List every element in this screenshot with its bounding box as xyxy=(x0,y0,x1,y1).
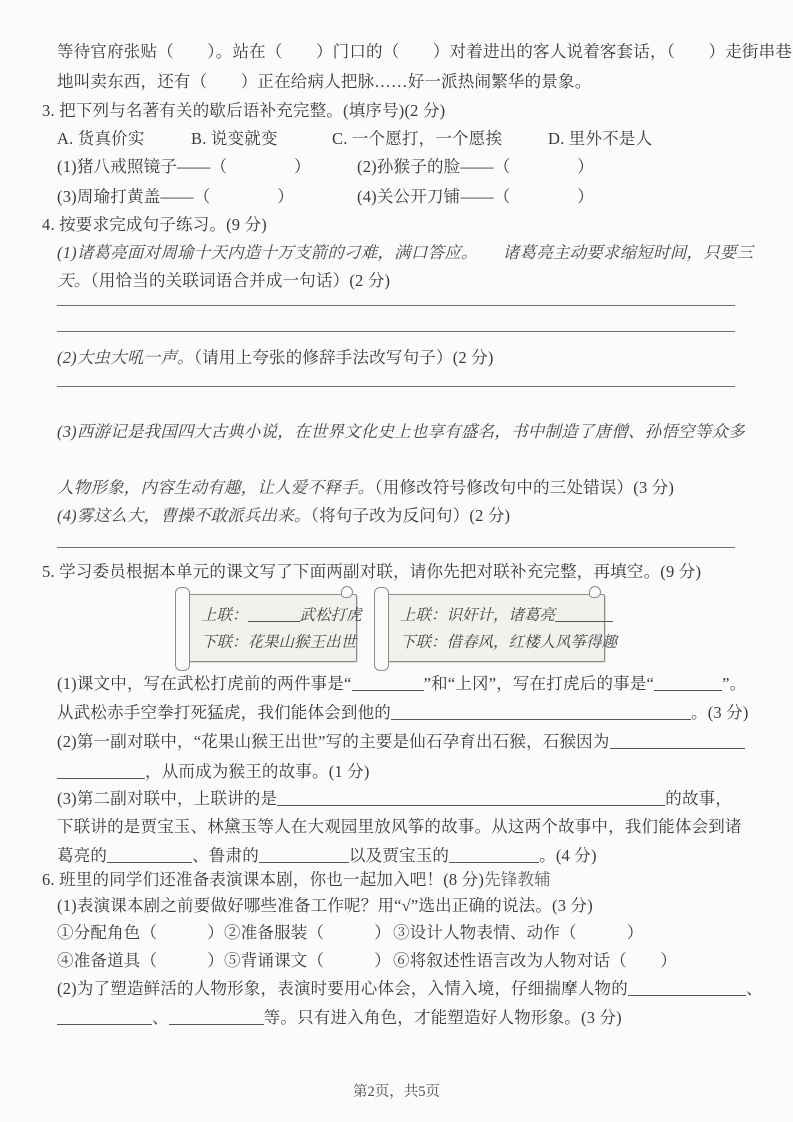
q6-option-3: ③设计人物表情、动作（ ） xyxy=(393,923,644,942)
q5-item-3-text: 的故事， xyxy=(665,789,733,808)
answer-rule xyxy=(57,331,735,332)
q5-item-1-line-1 xyxy=(57,672,746,696)
q6-option-6: ⑥将叙述性语言改为人物对话（ ） xyxy=(393,951,677,970)
q5-item-3-text: 以及贾宝玉的 xyxy=(348,846,450,865)
q5-item-2-line-1 xyxy=(57,730,745,754)
couplet-scroll-left xyxy=(186,594,362,662)
q4-item-2-sentence: (2)大虫大吼一声。 xyxy=(57,348,194,367)
answer-blank xyxy=(57,764,145,779)
q5-item-1-line-2 xyxy=(57,701,749,725)
q5-item-1-text: ”和“上冈”，写在打虎后的事是“ xyxy=(423,674,655,693)
q4-item-1-line-1: (1)诸葛亮面对周瑜十天内造十万支箭的刁难，满口答应。 诸葛亮主动要求缩短时间，只要三 xyxy=(57,243,754,262)
q3-item-2: (2)孙猴子的脸——（ ） xyxy=(357,157,594,176)
q4-item-3-instruction: （用修改符号修改句中的三处错误）(3 分) xyxy=(374,478,675,497)
q5-item-2-line-2 xyxy=(57,760,370,784)
couplet-right-top-line xyxy=(400,602,594,629)
answer-blank xyxy=(654,676,722,691)
answer-blank xyxy=(628,981,746,996)
q6-item-1-stem: (1)表演课本剧之前要做好哪些准备工作呢？用“√”选出正确的说法。(3 分) xyxy=(57,896,593,915)
q4-item-2-instruction: （请用上夸张的修辞手法改写句子）(2 分) xyxy=(193,348,494,367)
q5-item-2-text: ，从而成为猴王的故事。(1 分) xyxy=(145,762,370,781)
q4-item-4-instruction: （将句子改为反问句）(2 分) xyxy=(310,506,511,525)
answer-rule xyxy=(57,547,735,548)
q4-item-3-line-1: (3)西游记是我国四大古典小说，在世界文化史上也享有盛名，书中制造了唐僧、孙悟空等众多 xyxy=(57,422,745,441)
q5-item-1-text: 从武松赤手空拳打死猛虎，我们能体会到他的 xyxy=(57,703,391,722)
answer-blank xyxy=(169,1010,264,1025)
answer-blank xyxy=(259,848,349,863)
q6-stem xyxy=(42,868,551,892)
q5-item-3-line-2: 下联讲的是贾宝玉、林黛玉等人在大观园里放风筝的故事。从这两个故事中，我们能体会到诸 xyxy=(57,817,742,836)
q4-stem: 4. 按要求完成句子练习。(9 分) xyxy=(42,215,267,234)
publisher-watermark: 先锋教辅 xyxy=(484,870,551,889)
q3-option-c: C. 一个愿打，一个愿挨 xyxy=(332,129,503,148)
q6-stem-text: 6. 班里的同学们还准备表演课本剧，你也一起加入吧！(8 分) xyxy=(42,870,485,889)
q4-item-3-line-2 xyxy=(57,476,674,500)
scroll-roll-icon xyxy=(175,587,190,671)
answer-blank xyxy=(277,791,665,806)
answer-blank xyxy=(449,848,539,863)
q2-continuation-line-2: 地叫卖东西，还有（ ）正在给病人把脉……好一派热闹繁华的景象。 xyxy=(57,72,592,91)
answer-blank xyxy=(107,848,192,863)
q3-option-a: A. 货真价实 xyxy=(57,129,145,148)
q6-option-4: ④准备道具（ ） xyxy=(57,951,224,970)
scroll-curl-icon xyxy=(589,586,601,598)
couplet-left-bottom-line: 下联：花果山猴王出世 xyxy=(201,634,357,651)
q3-item-1: (1)猪八戒照镜子——（ ） xyxy=(57,157,311,176)
q6-item-2-text: 等。只有进入角色，才能塑造好人物形象。(3 分) xyxy=(263,1008,622,1027)
q6-item-2-text: 、 xyxy=(152,1008,169,1027)
q6-option-1: ①分配角色（ ） xyxy=(57,923,224,942)
answer-blank xyxy=(391,705,691,720)
couplet-right-bottom-line: 下联：借春风，红楼人风筝得趣 xyxy=(400,634,618,651)
q4-item-3-sentence-end: 人物形象，内容生动有趣，让人爱不释手。 xyxy=(57,478,375,497)
q5-item-3-text: 、鲁肃的 xyxy=(192,846,259,865)
answer-blank xyxy=(57,1010,152,1025)
q6-item-2-line-2 xyxy=(57,1006,622,1030)
couplet-scroll-right xyxy=(385,594,618,662)
q2-continuation-line-1: 等待官府张贴（ ）。站在（ ）门口的（ ）对着进出的客人说着客套话，（ ）走街串巷 xyxy=(57,42,792,61)
q6-option-2: ②准备服装（ ） xyxy=(224,923,391,942)
q5-item-3-text: 葛亮的 xyxy=(57,846,108,865)
answer-rule xyxy=(57,305,735,306)
q5-item-3-score: 。(4 分) xyxy=(539,846,597,865)
q6-item-2-text: (2)为了塑造鲜活的人物形象，表演时要用心体会，入情入境，仔细揣摩人物的 xyxy=(57,979,628,998)
scroll-roll-icon xyxy=(374,587,389,671)
q3-option-d: D. 里外不是人 xyxy=(548,129,653,148)
q5-item-3-line-3 xyxy=(57,844,597,868)
answer-rule xyxy=(57,386,735,387)
couplet-left-top-line xyxy=(201,602,362,629)
q3-item-4: (4)关公开刀铺——（ ） xyxy=(357,187,594,206)
q5-item-1-text: ”。 xyxy=(722,674,747,693)
q6-item-2-line-1 xyxy=(57,977,763,1001)
q3-stem: 3. 把下列与名著有关的歇后语补充完整。(填序号)(2 分) xyxy=(42,101,446,120)
q5-item-2-text: (2)第一副对联中，“花果山猴王出世”写的主要是仙石孕育出石猴，石猴因为 xyxy=(57,732,610,751)
answer-blank xyxy=(610,734,745,749)
q4-item-1-line-2 xyxy=(57,269,390,293)
q3-item-3: (3)周瑜打黄盖——（ ） xyxy=(57,187,294,206)
q5-item-3-line-1 xyxy=(57,787,732,811)
q4-item-2 xyxy=(57,346,494,370)
q5-item-1-text: (1)课文中，写在武松打虎前的两件事是“ xyxy=(57,674,352,693)
q4-item-4 xyxy=(57,504,510,528)
q6-item-2-text: 、 xyxy=(745,979,763,998)
answer-blank xyxy=(248,607,300,622)
q4-item-4-sentence: (4)雾这么大，曹操不敢派兵出来。 xyxy=(57,506,311,525)
q3-option-b: B. 说变就变 xyxy=(191,129,278,148)
q4-item-1-sentence-end: 天。 xyxy=(57,271,91,290)
q5-item-3-text: (3)第二副对联中，上联讲的是 xyxy=(57,789,278,808)
couplet-right-top-text: 上联：识奸计，诸葛亮 xyxy=(400,607,556,624)
couplet-left-top-label: 上联： xyxy=(201,607,248,624)
q6-option-5: ⑤背诵课文（ ） xyxy=(224,951,391,970)
q5-item-1-score: 。(3 分) xyxy=(691,703,749,722)
answer-blank xyxy=(555,607,613,622)
q5-stem: 5. 学习委员根据本单元的课文写了下面两副对联，请你先把对联补充完整，再填空。(9 分) xyxy=(42,562,702,581)
couplet-left-top-text: 武松打虎 xyxy=(299,607,362,624)
q4-item-1-instruction: （用恰当的关联词语合并成一句话）(2 分) xyxy=(90,271,391,290)
answer-blank xyxy=(352,676,424,691)
scroll-curl-icon xyxy=(341,586,353,598)
page-footer: 第2页，共5页 xyxy=(353,1084,440,1100)
